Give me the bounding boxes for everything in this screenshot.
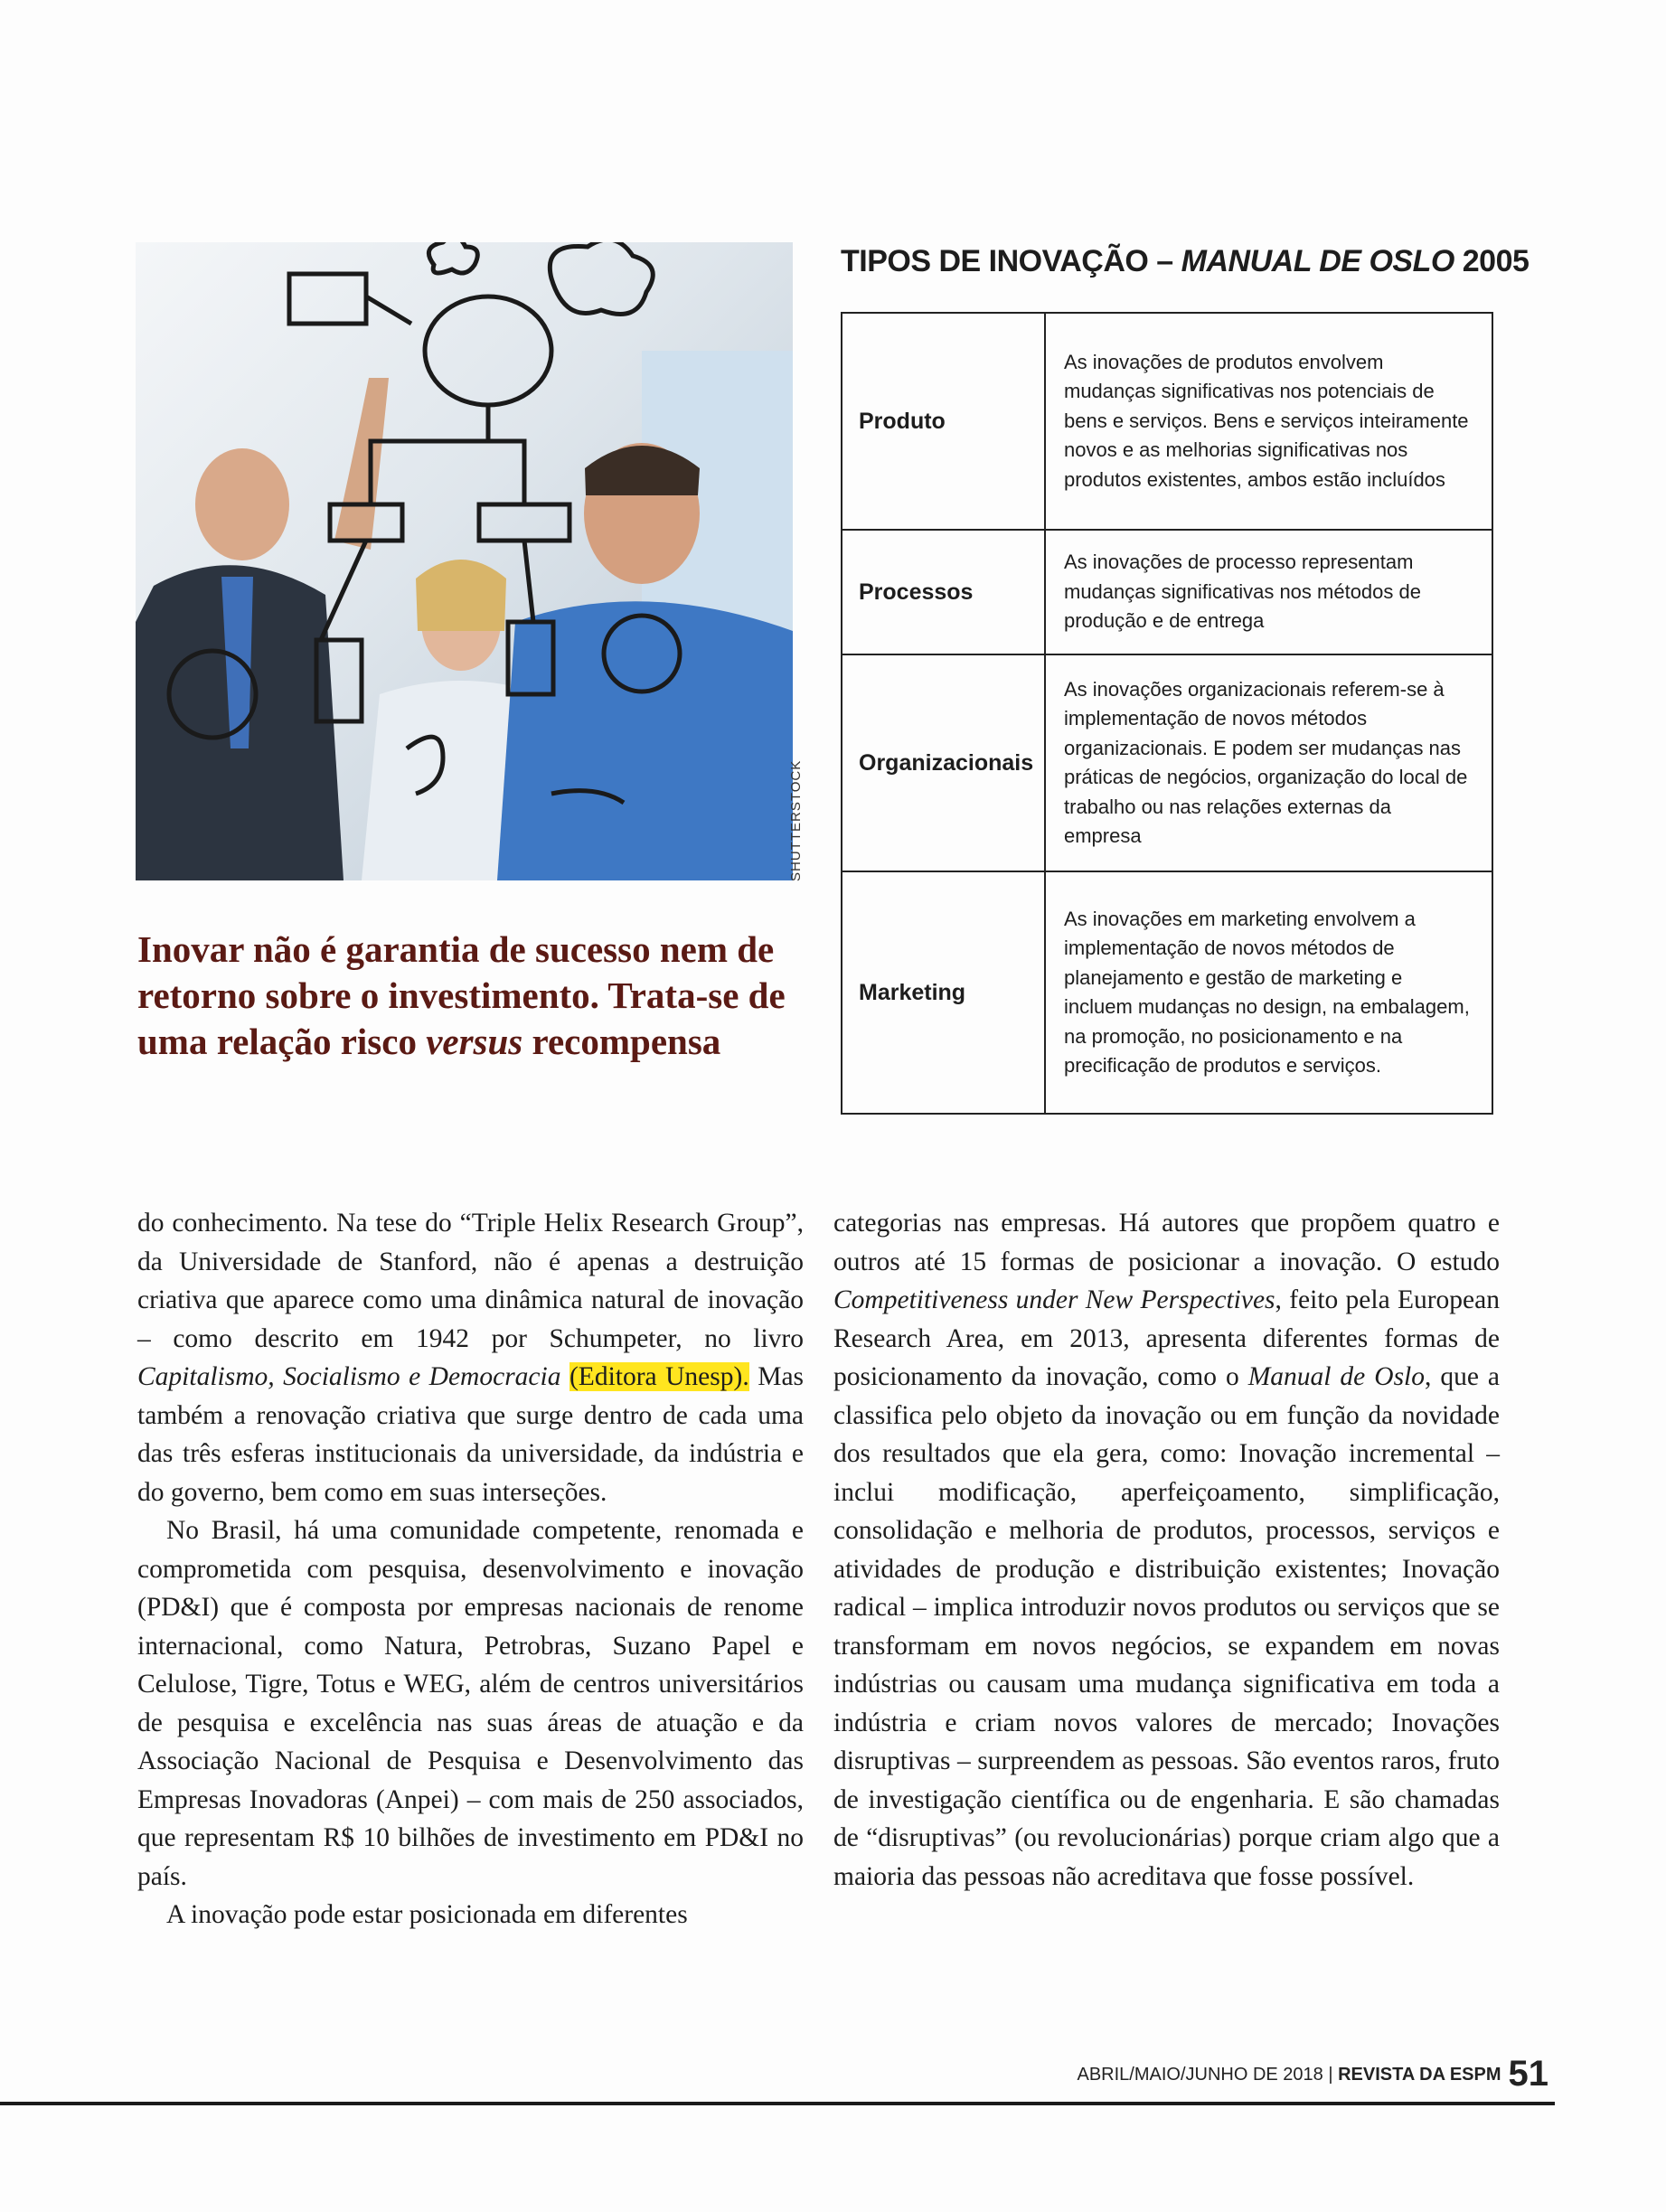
table-row bbox=[842, 871, 1492, 1114]
table-row bbox=[842, 313, 1492, 530]
pull-quote-text: Inovar não é garantia de sucesso nem de retorno sobre o investimento. Trata-se de uma relação risco bbox=[137, 928, 786, 1062]
page-footer bbox=[1077, 2054, 1548, 2094]
person-woman-hair bbox=[416, 560, 506, 631]
table-row bbox=[842, 654, 1492, 871]
sketch-arrow-down-left bbox=[321, 541, 366, 640]
pull-quote bbox=[137, 927, 788, 1065]
table-row bbox=[842, 530, 1492, 654]
sketch-cloud-small bbox=[428, 242, 477, 273]
table-category: Produto bbox=[842, 313, 1045, 530]
pull-quote-italic: versus bbox=[426, 1021, 523, 1062]
body-text: , feito pela European Research Area, em 2013, apresenta diferentes formas de posicionamento da inovação, como o bbox=[833, 1285, 1500, 1391]
person-right-shirt bbox=[497, 601, 793, 880]
body-column-right bbox=[833, 1204, 1500, 1896]
table-description: As inovações de processo representam mudanças significativas nos métodos de produção e de entrega bbox=[1045, 530, 1492, 654]
person-left-head bbox=[195, 448, 289, 560]
sketch-arrow bbox=[366, 297, 411, 324]
table-category: Marketing bbox=[842, 871, 1045, 1114]
page-number: 51 bbox=[1508, 2054, 1548, 2094]
sketch-box-right bbox=[479, 504, 569, 541]
table-description: As inovações organizacionais referem-se à implementação de novos métodos organizacionais. E podem ser mudanças nas práticas de negócios, organização do local de trabalho ou nas relações externas da empresa bbox=[1045, 654, 1492, 871]
body-paragraph: No Brasil, há uma comunidade competente, renomada e comprometida com pesquisa, desenvolvimento e inovação (PD&I) que é composta por empresas nacionais de renome internacional, como Natura, Petrobras, Suzano Papel e Celulose, Tigre, Totus e WEG, além de centros universitários de pesquisa e excelência nas suas áreas de atuação e da Associação Nacional de Pesquisa e Desenvolvimento das Empresas Inovadoras (Anpei) – com mais de 250 associados, que representam R$ 10 bilhões de investimento em PD&I no país. bbox=[137, 1516, 804, 1891]
table-category: Organizacionais bbox=[842, 654, 1045, 871]
body-text: Mas também a renovação criativa que surge dentro de cada uma das três esferas institucionais da universidade, da indústria e do governo, bem como em suas interseções. bbox=[137, 1362, 805, 1507]
table-title-main: TIPOS DE INOVAÇÃO – bbox=[841, 244, 1181, 278]
body-text: categorias nas empresas. Há autores que propõem quatro e outros até 15 formas de posicionar a inovação. O estudo bbox=[833, 1209, 1500, 1276]
body-paragraph bbox=[137, 1204, 804, 1511]
body-paragraph bbox=[833, 1204, 1500, 1896]
sketch-circle bbox=[425, 297, 551, 405]
body-text: do conhecimento. Na tese do “Triple Helix Research Group”, da Universidade de Stanford, não é apenas a destruição criativa que aparece como uma dinâmica natural de inovação – como descrito em 1942 por Schumpeter, no livro bbox=[137, 1209, 804, 1353]
study-title: Competitiveness under New Perspectives bbox=[833, 1285, 1275, 1314]
book-title: Capitalismo, Socialismo e Democracia bbox=[137, 1362, 561, 1391]
sketch-connector-left bbox=[371, 405, 488, 504]
body-column-left bbox=[137, 1204, 804, 1934]
arm-drawing bbox=[334, 378, 389, 550]
manual-title: Manual de Oslo bbox=[1247, 1362, 1425, 1391]
photo-credit: SHUTTERSTOCK bbox=[788, 759, 804, 881]
table-title-italic: MANUAL DE OSLO bbox=[1181, 244, 1454, 278]
table-category: Processos bbox=[842, 530, 1045, 654]
footer-rule bbox=[0, 2102, 1555, 2105]
sketch-arrow-down-right bbox=[524, 541, 533, 622]
body-paragraph: A inovação pode estar posicionada em diferentes bbox=[166, 1900, 688, 1929]
table-description: As inovações em marketing envolvem a implementação de novos métodos de planejamento e gestão de marketing e incluem mudanças no design, na embalagem, na promoção, no posicionamento e na precificação de produtos e serviços. bbox=[1045, 871, 1492, 1114]
footer-issue: ABRIL/MAIO/JUNHO DE 2018 | bbox=[1077, 2065, 1339, 2085]
pull-quote-end: recompensa bbox=[522, 1021, 721, 1062]
photo-illustration bbox=[136, 242, 793, 880]
table-description: As inovações de produtos envolvem mudanças significativas nos potenciais de bens e serviços. Bens e serviços inteiramente novos e as melhorias significativas nos produtos existentes, ambos estão incluídos bbox=[1045, 313, 1492, 530]
sketch-connector-right bbox=[488, 441, 524, 504]
innovation-types-table bbox=[841, 312, 1493, 1115]
business-team-whiteboard-photo bbox=[136, 242, 793, 880]
sketch-cloud bbox=[550, 242, 653, 315]
table-title-year: 2005 bbox=[1454, 244, 1530, 278]
highlighted-text: (Editora Unesp). bbox=[569, 1362, 749, 1391]
table-title bbox=[841, 244, 1529, 279]
sketch-box bbox=[289, 274, 366, 324]
body-text: , que a classifica pelo objeto da inovação ou em função da novidade dos resultados que ela gera, como: Inovação incremental – inclui modificação, aperfeiçoamento, simplificação, consolidação e melhoria de produtos, processos, serviços e atividades de produção e distribuição existentes; Inovação radical – implica introduzir novos produtos ou serviços que se transformam em novos negócios, se expandem em novas indústrias ou causam uma mudança significativa em toda a indústria e criam novos valores de mercado; Inovações disruptivas – surpreendem as pessoas. São eventos raros, fruto de investigação científica ou de engenharia. E são chamadas de “disruptivas” (ou revolucionárias) porque criam algo que a maioria das pessoas não acreditava que fosse possível. bbox=[833, 1362, 1501, 1891]
footer-magazine: REVISTA DA ESPM bbox=[1338, 2065, 1501, 2085]
